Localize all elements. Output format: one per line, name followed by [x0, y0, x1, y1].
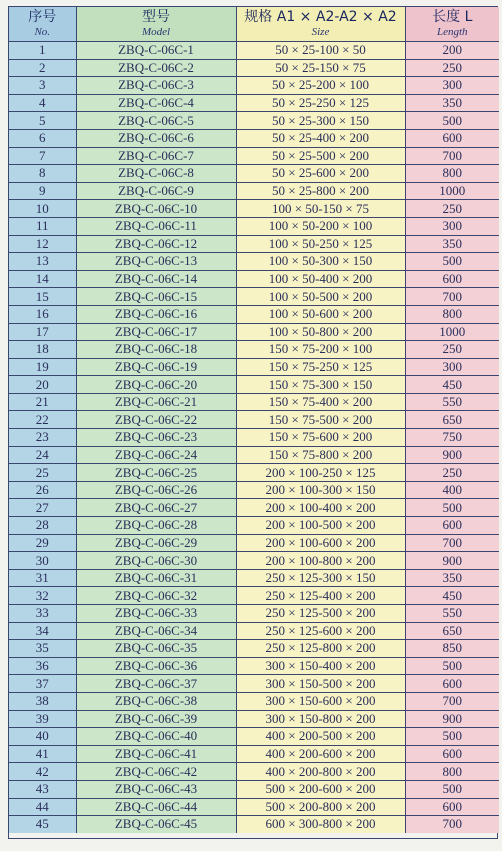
cell-size: 300 × 150-600 × 200: [236, 692, 405, 710]
cell-no: 23: [9, 429, 76, 447]
cell-model: ZBQ-C-06C-18: [76, 341, 236, 359]
table-row: [9, 393, 499, 411]
header-length-en: Length: [436, 26, 468, 38]
cell-no: 25: [9, 464, 76, 482]
cell-length: 350: [405, 235, 499, 253]
cell-length: 700: [405, 288, 499, 306]
table-row: [9, 129, 499, 147]
cell-model: ZBQ-C-06C-35: [76, 640, 236, 658]
cell-length: 800: [405, 305, 499, 323]
table-row: [9, 499, 499, 517]
cell-no: 3: [9, 77, 76, 95]
table-row: [9, 798, 499, 816]
table-row: [9, 182, 499, 200]
cell-model: ZBQ-C-06C-31: [76, 569, 236, 587]
cell-length: 1000: [405, 323, 499, 341]
cell-no: 12: [9, 235, 76, 253]
spec-sheet: [8, 6, 498, 839]
table-row: [9, 728, 499, 746]
table-row: [9, 534, 499, 552]
cell-size: 200 × 100-250 × 125: [236, 464, 405, 482]
header-model: [76, 7, 236, 42]
cell-no: 8: [9, 165, 76, 183]
cell-no: 11: [9, 217, 76, 235]
cell-model: ZBQ-C-06C-39: [76, 710, 236, 728]
cell-size: 200 × 100-400 × 200: [236, 499, 405, 517]
cell-size: 200 × 100-300 × 150: [236, 481, 405, 499]
table-row: [9, 112, 499, 130]
cell-size: 200 × 100-500 × 200: [236, 517, 405, 535]
cell-size: 150 × 75-500 × 200: [236, 411, 405, 429]
cell-length: 900: [405, 552, 499, 570]
header-length: [405, 7, 499, 42]
cell-size: 50 × 25-500 × 200: [236, 147, 405, 165]
cell-no: 30: [9, 552, 76, 570]
cell-no: 33: [9, 605, 76, 623]
cell-model: ZBQ-C-06C-15: [76, 288, 236, 306]
cell-length: 250: [405, 464, 499, 482]
cell-no: 5: [9, 112, 76, 130]
cell-model: ZBQ-C-06C-30: [76, 552, 236, 570]
cell-size: 100 × 50-500 × 200: [236, 288, 405, 306]
cell-no: 27: [9, 499, 76, 517]
cell-no: 34: [9, 622, 76, 640]
cell-length: 450: [405, 587, 499, 605]
cell-model: ZBQ-C-06C-25: [76, 464, 236, 482]
cell-model: ZBQ-C-06C-16: [76, 305, 236, 323]
cell-model: ZBQ-C-06C-42: [76, 763, 236, 781]
cell-size: 100 × 50-300 × 150: [236, 253, 405, 271]
cell-no: 31: [9, 569, 76, 587]
cell-model: ZBQ-C-06C-7: [76, 147, 236, 165]
header-length-zh: 长度 L: [432, 9, 473, 25]
cell-model: ZBQ-C-06C-29: [76, 534, 236, 552]
cell-no: 43: [9, 780, 76, 798]
cell-no: 22: [9, 411, 76, 429]
cell-model: ZBQ-C-06C-8: [76, 165, 236, 183]
cell-no: 20: [9, 376, 76, 394]
table-row: [9, 147, 499, 165]
header-no: [9, 7, 76, 42]
cell-length: 600: [405, 745, 499, 763]
cell-length: 500: [405, 112, 499, 130]
cell-length: 850: [405, 640, 499, 658]
cell-model: ZBQ-C-06C-44: [76, 798, 236, 816]
header-row: [9, 7, 499, 42]
table-row: [9, 42, 499, 60]
cell-model: ZBQ-C-06C-43: [76, 780, 236, 798]
cell-length: 550: [405, 393, 499, 411]
cell-no: 15: [9, 288, 76, 306]
table-row: [9, 323, 499, 341]
table-row: [9, 446, 499, 464]
cell-length: 600: [405, 675, 499, 693]
cell-length: 700: [405, 534, 499, 552]
header-size-en: Size: [311, 26, 330, 38]
cell-no: 39: [9, 710, 76, 728]
table-row: [9, 77, 499, 95]
table-row: [9, 605, 499, 623]
cell-length: 600: [405, 517, 499, 535]
table-row: [9, 710, 499, 728]
cell-model: ZBQ-C-06C-12: [76, 235, 236, 253]
cell-no: 44: [9, 798, 76, 816]
cell-no: 7: [9, 147, 76, 165]
cell-length: 600: [405, 270, 499, 288]
cell-length: 500: [405, 728, 499, 746]
cell-length: 300: [405, 217, 499, 235]
cell-no: 28: [9, 517, 76, 535]
table-row: [9, 358, 499, 376]
cell-no: 24: [9, 446, 76, 464]
cell-length: 650: [405, 411, 499, 429]
table-row: [9, 464, 499, 482]
cell-model: ZBQ-C-06C-3: [76, 77, 236, 95]
table-row: [9, 692, 499, 710]
cell-model: ZBQ-C-06C-45: [76, 816, 236, 833]
cell-length: 300: [405, 358, 499, 376]
header-size-zh: 规格 A1 × A2-A2 × A2: [244, 9, 397, 25]
cell-model: ZBQ-C-06C-23: [76, 429, 236, 447]
cell-size: 150 × 75-600 × 200: [236, 429, 405, 447]
cell-no: 18: [9, 341, 76, 359]
table-row: [9, 341, 499, 359]
cell-size: 400 × 200-600 × 200: [236, 745, 405, 763]
cell-no: 45: [9, 816, 76, 833]
cell-length: 250: [405, 341, 499, 359]
cell-model: ZBQ-C-06C-5: [76, 112, 236, 130]
cell-no: 4: [9, 94, 76, 112]
cell-size: 300 × 150-500 × 200: [236, 675, 405, 693]
cell-size: 300 × 150-400 × 200: [236, 657, 405, 675]
cell-model: ZBQ-C-06C-19: [76, 358, 236, 376]
cell-no: 32: [9, 587, 76, 605]
cell-no: 42: [9, 763, 76, 781]
cell-model: ZBQ-C-06C-4: [76, 94, 236, 112]
cell-size: 150 × 75-300 × 150: [236, 376, 405, 394]
cell-size: 100 × 50-250 × 125: [236, 235, 405, 253]
cell-model: ZBQ-C-06C-17: [76, 323, 236, 341]
cell-no: 1: [9, 42, 76, 60]
cell-size: 400 × 200-500 × 200: [236, 728, 405, 746]
cell-length: 800: [405, 165, 499, 183]
cell-size: 400 × 200-800 × 200: [236, 763, 405, 781]
cell-size: 50 × 25-400 × 200: [236, 129, 405, 147]
table-row: [9, 270, 499, 288]
table-row: [9, 217, 499, 235]
table-row: [9, 200, 499, 218]
cell-model: ZBQ-C-06C-41: [76, 745, 236, 763]
cell-model: ZBQ-C-06C-33: [76, 605, 236, 623]
header-size: [236, 7, 405, 42]
cell-size: 50 × 25-600 × 200: [236, 165, 405, 183]
cell-model: ZBQ-C-06C-34: [76, 622, 236, 640]
table-row: [9, 517, 499, 535]
cell-size: 50 × 25-300 × 150: [236, 112, 405, 130]
cell-model: ZBQ-C-06C-11: [76, 217, 236, 235]
spec-table: [9, 7, 499, 833]
cell-model: ZBQ-C-06C-26: [76, 481, 236, 499]
cell-no: 17: [9, 323, 76, 341]
cell-length: 350: [405, 94, 499, 112]
table-row: [9, 552, 499, 570]
cell-no: 10: [9, 200, 76, 218]
cell-size: 50 × 25-100 × 50: [236, 42, 405, 60]
table-row: [9, 376, 499, 394]
table-row: [9, 94, 499, 112]
table-row: [9, 745, 499, 763]
cell-length: 300: [405, 77, 499, 95]
cell-length: 250: [405, 59, 499, 77]
cell-no: 38: [9, 692, 76, 710]
header-no-zh: 序号: [28, 9, 57, 25]
cell-no: 40: [9, 728, 76, 746]
cell-model: ZBQ-C-06C-38: [76, 692, 236, 710]
cell-size: 50 × 25-150 × 75: [236, 59, 405, 77]
cell-model: ZBQ-C-06C-28: [76, 517, 236, 535]
cell-size: 50 × 25-200 × 100: [236, 77, 405, 95]
cell-model: ZBQ-C-06C-1: [76, 42, 236, 60]
cell-size: 600 × 300-800 × 200: [236, 816, 405, 833]
cell-length: 900: [405, 446, 499, 464]
cell-length: 500: [405, 657, 499, 675]
cell-size: 100 × 50-150 × 75: [236, 200, 405, 218]
cell-length: 500: [405, 253, 499, 271]
cell-length: 700: [405, 147, 499, 165]
cell-model: ZBQ-C-06C-2: [76, 59, 236, 77]
table-row: [9, 481, 499, 499]
table-row: [9, 59, 499, 77]
cell-size: 150 × 75-200 × 100: [236, 341, 405, 359]
cell-length: 700: [405, 816, 499, 833]
header-model-en: Model: [141, 26, 171, 38]
table-row: [9, 235, 499, 253]
cell-size: 100 × 50-800 × 200: [236, 323, 405, 341]
cell-length: 750: [405, 429, 499, 447]
cell-model: ZBQ-C-06C-20: [76, 376, 236, 394]
cell-length: 1000: [405, 182, 499, 200]
table-body: [9, 42, 499, 833]
cell-no: 14: [9, 270, 76, 288]
cell-size: 250 × 125-500 × 200: [236, 605, 405, 623]
table-row: [9, 253, 499, 271]
table-row: [9, 816, 499, 833]
cell-no: 35: [9, 640, 76, 658]
cell-model: ZBQ-C-06C-27: [76, 499, 236, 517]
table-row: [9, 569, 499, 587]
cell-size: 150 × 75-800 × 200: [236, 446, 405, 464]
cell-model: ZBQ-C-06C-40: [76, 728, 236, 746]
cell-no: 9: [9, 182, 76, 200]
cell-length: 500: [405, 499, 499, 517]
cell-no: 21: [9, 393, 76, 411]
cell-size: 250 × 125-400 × 200: [236, 587, 405, 605]
cell-no: 41: [9, 745, 76, 763]
header-no-en: No.: [34, 26, 51, 38]
table-row: [9, 587, 499, 605]
table-row: [9, 165, 499, 183]
cell-no: 37: [9, 675, 76, 693]
cell-length: 450: [405, 376, 499, 394]
header-model-zh: 型号: [142, 9, 170, 25]
cell-length: 200: [405, 42, 499, 60]
cell-length: 700: [405, 692, 499, 710]
cell-length: 500: [405, 780, 499, 798]
table-row: [9, 780, 499, 798]
cell-length: 800: [405, 763, 499, 781]
table-row: [9, 657, 499, 675]
cell-length: 400: [405, 481, 499, 499]
cell-size: 150 × 75-250 × 125: [236, 358, 405, 376]
table-row: [9, 305, 499, 323]
cell-model: ZBQ-C-06C-10: [76, 200, 236, 218]
cell-size: 150 × 75-400 × 200: [236, 393, 405, 411]
cell-size: 250 × 125-600 × 200: [236, 622, 405, 640]
cell-size: 100 × 50-600 × 200: [236, 305, 405, 323]
cell-length: 600: [405, 129, 499, 147]
cell-length: 900: [405, 710, 499, 728]
table-row: [9, 675, 499, 693]
cell-length: 350: [405, 569, 499, 587]
cell-no: 26: [9, 481, 76, 499]
cell-length: 650: [405, 622, 499, 640]
cell-size: 200 × 100-600 × 200: [236, 534, 405, 552]
cell-model: ZBQ-C-06C-32: [76, 587, 236, 605]
cell-no: 13: [9, 253, 76, 271]
cell-model: ZBQ-C-06C-36: [76, 657, 236, 675]
table-row: [9, 288, 499, 306]
cell-size: 100 × 50-200 × 100: [236, 217, 405, 235]
cell-no: 16: [9, 305, 76, 323]
table-row: [9, 763, 499, 781]
cell-size: 500 × 200-800 × 200: [236, 798, 405, 816]
cell-model: ZBQ-C-06C-24: [76, 446, 236, 464]
cell-model: ZBQ-C-06C-14: [76, 270, 236, 288]
cell-size: 50 × 25-800 × 200: [236, 182, 405, 200]
cell-model: ZBQ-C-06C-37: [76, 675, 236, 693]
cell-length: 600: [405, 798, 499, 816]
cell-no: 6: [9, 129, 76, 147]
cell-size: 250 × 125-300 × 150: [236, 569, 405, 587]
table-row: [9, 411, 499, 429]
cell-size: 50 × 25-250 × 125: [236, 94, 405, 112]
cell-model: ZBQ-C-06C-21: [76, 393, 236, 411]
cell-model: ZBQ-C-06C-6: [76, 129, 236, 147]
cell-model: ZBQ-C-06C-13: [76, 253, 236, 271]
cell-no: 29: [9, 534, 76, 552]
cell-model: ZBQ-C-06C-22: [76, 411, 236, 429]
table-row: [9, 622, 499, 640]
cell-model: ZBQ-C-06C-9: [76, 182, 236, 200]
cell-size: 100 × 50-400 × 200: [236, 270, 405, 288]
cell-length: 250: [405, 200, 499, 218]
cell-size: 300 × 150-800 × 200: [236, 710, 405, 728]
cell-size: 500 × 200-600 × 200: [236, 780, 405, 798]
cell-size: 250 × 125-800 × 200: [236, 640, 405, 658]
cell-size: 200 × 100-800 × 200: [236, 552, 405, 570]
cell-length: 550: [405, 605, 499, 623]
cell-no: 2: [9, 59, 76, 77]
cell-no: 19: [9, 358, 76, 376]
cell-no: 36: [9, 657, 76, 675]
table-row: [9, 640, 499, 658]
table-row: [9, 429, 499, 447]
